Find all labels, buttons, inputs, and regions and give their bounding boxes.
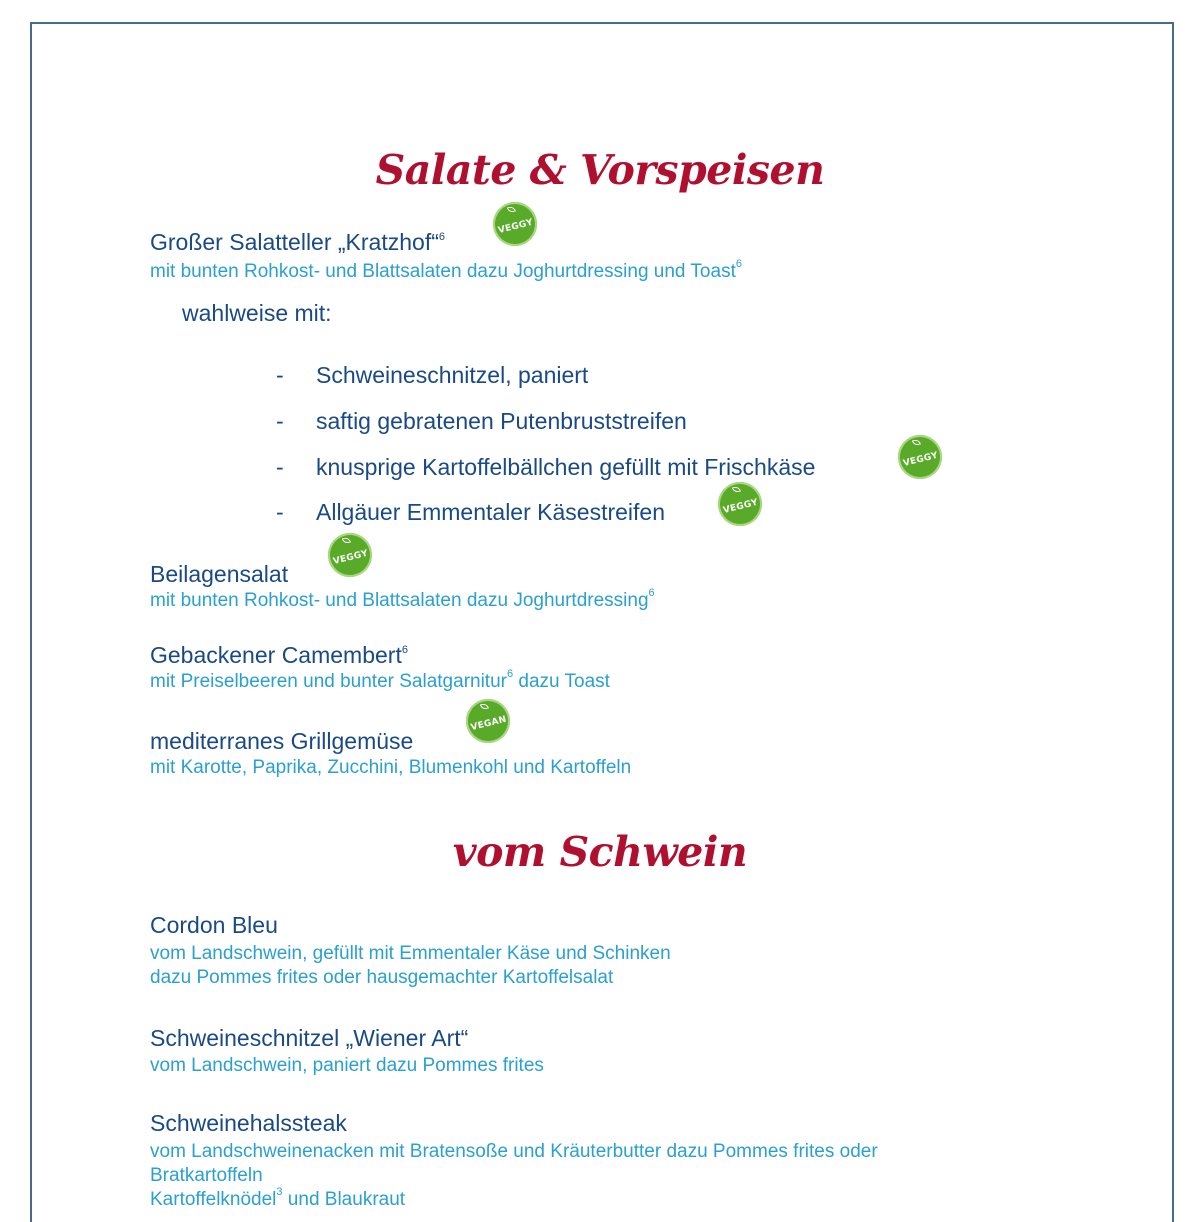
dish-desc-grillgemuese: mit Karotte, Paprika, Zucchini, Blumenkohl und Kartoffeln	[150, 757, 632, 778]
dish-name-salatteller	[150, 229, 445, 256]
options-label: wahlweise mit:	[182, 300, 332, 326]
option-item	[276, 362, 588, 389]
dish-name-camembert: Gebackener Camembert$^6$	[150, 642, 408, 668]
dish-desc-cordon-bleu-2: dazu Pommes frites oder hausgemachter Kartoffelsalat	[150, 967, 614, 988]
leaf-icon	[480, 703, 489, 711]
dish-name-beilagensalat: Beilagensalat	[150, 561, 289, 587]
dish-desc-halssteak-1: vom Landschweinenacken mit Bratensoße und Kräuterbutter dazu Pommes frites oder	[150, 1141, 878, 1162]
option-label: saftig gebratenen Putenbruststreifen	[316, 408, 687, 434]
option-dash: -	[276, 499, 284, 525]
leaf-icon	[342, 537, 351, 545]
allergen-sup: 6	[735, 258, 742, 270]
allergen-sup: 6	[401, 644, 408, 656]
allergen-sup: 3	[276, 1186, 283, 1198]
dish-desc-schnitzel-wiener: vom Landschwein, paniert dazu Pommes frites	[150, 1055, 544, 1076]
veggy-badge-icon: VEGGY	[488, 197, 541, 250]
veggy-badge-icon: VEGGY	[323, 528, 376, 581]
leaf-icon	[507, 206, 516, 214]
dish-name-text: Großer Salatteller „Kratzhof“	[150, 229, 439, 255]
option-item	[276, 408, 687, 435]
option-label: Allgäuer Emmentaler Käsestreifen	[316, 499, 665, 525]
dish-desc-halssteak-3: Kartoffelknödel$^3$ und Blaukraut	[150, 1186, 406, 1210]
option-dash: -	[276, 408, 284, 434]
vegan-badge-icon: VEGAN	[461, 694, 514, 747]
dish-name-cordon-bleu: Cordon Bleu	[150, 912, 278, 938]
allergen-sup: 6	[648, 587, 655, 599]
dish-desc-cordon-bleu-1: vom Landschwein, gefüllt mit Emmentaler Käse und Schinken	[150, 943, 671, 964]
section-title-salate: Salate & Vorspeisen	[375, 146, 825, 194]
dish-desc-salatteller: mit bunten Rohkost- und Blattsalaten dazu Joghurtdressing und Toast$^6$	[150, 258, 742, 282]
option-dash: -	[276, 362, 284, 388]
option-item	[276, 499, 665, 526]
allergen-sup: 6	[506, 668, 514, 680]
option-dash: -	[276, 454, 284, 480]
option-label: Schweineschnitzel, paniert	[316, 362, 589, 388]
dish-desc-camembert: mit Preiselbeeren und bunter Salatgarnitur$^6$ dazu Toast	[150, 668, 610, 692]
allergen-sup: 6	[438, 231, 445, 243]
section-title-schwein: vom Schwein	[452, 828, 748, 876]
dish-name-halssteak: Schweinehalssteak	[150, 1110, 347, 1136]
leaf-icon	[732, 486, 741, 494]
veggy-badge-icon: VEGGY	[713, 477, 766, 530]
dish-desc-halssteak-2: Bratkartoffeln	[150, 1165, 263, 1186]
option-item	[276, 454, 815, 481]
dish-name-schnitzel-wiener: Schweineschnitzel „Wiener Art“	[150, 1025, 469, 1051]
dish-desc-beilagensalat: mit bunten Rohkost- und Blattsalaten dazu Joghurtdressing$^6$	[150, 587, 655, 611]
dish-name-grillgemuese: mediterranes Grillgemüse	[150, 728, 414, 754]
veggy-badge-icon: VEGGY	[893, 430, 946, 483]
option-label: knusprige Kartoffelbällchen gefüllt mit Frischkäse	[316, 454, 816, 480]
leaf-icon	[912, 439, 921, 447]
